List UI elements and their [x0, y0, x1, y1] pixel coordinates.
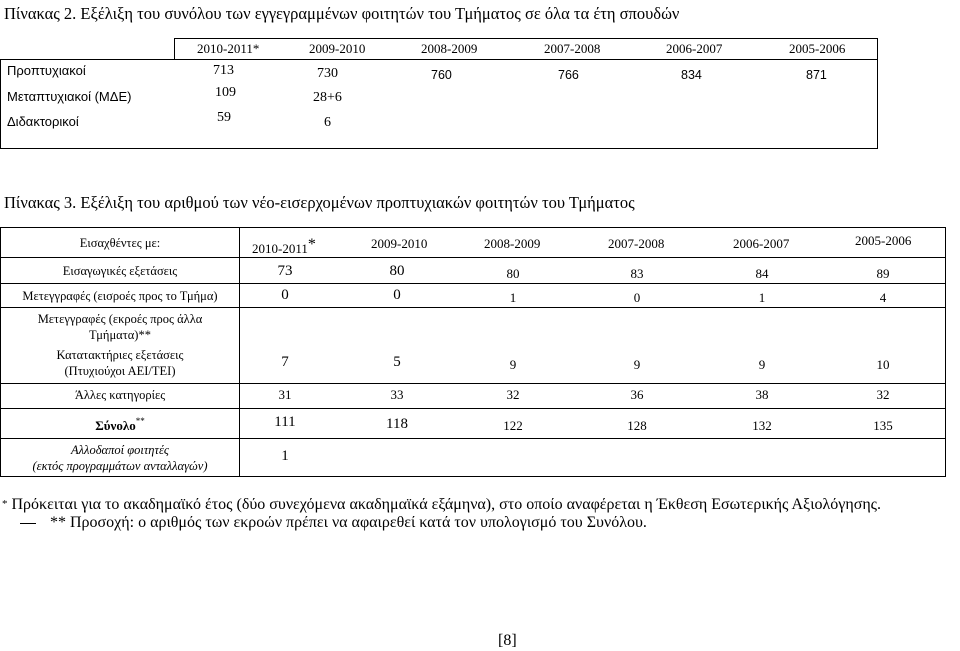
- table2-cell: 28+6: [313, 90, 342, 105]
- table2-cell: 766: [558, 68, 579, 82]
- table3-cell: 9: [758, 357, 766, 372]
- table2-cell: 730: [317, 66, 338, 81]
- table3-cell: 83: [630, 266, 644, 281]
- footnote-2: ** Προσοχή: ο αριθμός των εκροών πρέπει να αφαιρεθεί κατά τον υπολογισμό του Συνόλου.: [20, 514, 647, 532]
- table3-cell: 0: [281, 287, 289, 303]
- table3-header-cell: 2005-2006: [855, 233, 912, 248]
- table2-body: [0, 59, 878, 149]
- table3-cell: 80: [389, 263, 405, 279]
- table3: [0, 227, 946, 477]
- table3-cell: 73: [277, 263, 293, 279]
- table3-cell: 135: [873, 418, 893, 433]
- table3-cell: 9: [633, 357, 641, 372]
- table2-header-cell: 2005-2006: [789, 41, 846, 56]
- table3-row-label: Αλλοδαποί φοιτητές (εκτός προγραμμάτων ανταλλαγών): [32, 443, 208, 473]
- table2-caption: Πίνακας 2. Εξέλιξη του συνόλου των εγγεγραμμένων φοιτητών του Τμήματος σε όλα τα έτη σπουδών: [4, 4, 680, 23]
- table3-row-label: Άλλες κατηγορίες: [74, 388, 166, 402]
- table3-cell: 5: [393, 354, 401, 370]
- table2-cell: 871: [806, 68, 827, 82]
- table3-header-cell: 2009-2010: [371, 236, 428, 251]
- table2-header-cell: 2007-2008: [544, 41, 601, 56]
- table3-cell: 9: [509, 357, 517, 372]
- table2-row-label: Προπτυχιακοί: [7, 63, 86, 78]
- table3-cell: 128: [627, 418, 647, 433]
- table3-cell: 38: [755, 387, 769, 402]
- table3-cell: 33: [390, 387, 404, 402]
- table2-cell: 760: [431, 68, 452, 82]
- table3-row-label: Μετεγγραφές (εκροές προς άλλα Τμήματα)**: [37, 312, 203, 342]
- table3-row-label: Μετεγγραφές (εισροές προς το Τμήμα): [22, 289, 218, 303]
- table3-rule: [1, 438, 945, 439]
- table3-cell: 32: [876, 387, 890, 402]
- page-number: [8]: [498, 632, 517, 649]
- table2-cell: 6: [324, 115, 331, 130]
- footnote-1: * Πρόκειται για το ακαδημαϊκό έτος (δύο συνεχόμενα ακαδημαϊκά εξάμηνα), στο οποίο αναφέρεται η Έκθεση Εσωτερικής Αξιολόγησης.: [2, 496, 882, 513]
- table2-header-row: [174, 38, 878, 60]
- table2-cell: 834: [681, 68, 702, 82]
- table3-cell: 80: [506, 266, 520, 281]
- table2-cell: 713: [213, 63, 234, 78]
- table3-rule: [1, 307, 945, 308]
- table3-row-label: Κατατακτήριες εξετάσεις (Πτυχιούχοι ΑΕΙ/ΤΕΙ): [56, 348, 184, 378]
- table3-column-divider: [239, 228, 240, 476]
- table3-cell: 118: [386, 416, 408, 432]
- table2-header-cell: 2009-2010: [309, 41, 366, 56]
- table3-header-cell: 2010-2011*: [252, 236, 316, 256]
- footnote-mark: *: [307, 236, 316, 253]
- table3-cell: 4: [879, 290, 887, 305]
- table3-row-label: Εισαγωγικές εξετάσεις: [62, 264, 178, 278]
- table3-rule: [1, 383, 945, 384]
- table3-cell: 122: [503, 418, 523, 433]
- table3-total-label: Σύνολο**: [95, 416, 145, 433]
- table3-cell: 1: [281, 448, 289, 464]
- table2-header-cell: 2010-2011*: [197, 41, 260, 56]
- table2-header-cell: 2006-2007: [666, 41, 723, 56]
- table3-cell: 32: [506, 387, 520, 402]
- table3-header-cell: 2007-2008: [608, 236, 665, 251]
- table3-rule: [1, 283, 945, 284]
- table3-cell: 10: [876, 357, 890, 372]
- table3-cell: 132: [752, 418, 772, 433]
- table3-cell: 36: [630, 387, 644, 402]
- footnote-mark: **: [135, 416, 145, 426]
- table3-rule: [1, 408, 945, 409]
- table2-row-label: Διδακτορικοί: [7, 114, 79, 129]
- table3-cell: 1: [509, 290, 517, 305]
- table3-cell: 89: [876, 266, 890, 281]
- table2-header-cell: 2008-2009: [421, 41, 478, 56]
- table2-cell: 109: [215, 85, 236, 100]
- table2-cell: 59: [217, 110, 231, 125]
- table3-header-cell: 2006-2007: [733, 236, 790, 251]
- dash-mark: [20, 523, 36, 524]
- table2-row-label: Μεταπτυχιακοί (ΜΔΕ): [7, 89, 132, 104]
- table3-cell: 7: [281, 354, 289, 370]
- table3-cell: 111: [274, 414, 296, 430]
- table3-caption: Πίνακας 3. Εξέλιξη του αριθμού των νέο-εισερχομένων προπτυχιακών φοιτητών του Τμήματος: [4, 193, 635, 212]
- table3-cell: 31: [278, 387, 292, 402]
- table3-cell: 0: [633, 290, 641, 305]
- table3-cell: 1: [758, 290, 766, 305]
- footnote-mark: *: [2, 498, 8, 510]
- table3-header-label: Εισαχθέντες με:: [79, 236, 161, 250]
- table3-rule: [1, 257, 945, 258]
- table3-header-cell: 2008-2009: [484, 236, 541, 251]
- table3-cell: 84: [755, 266, 769, 281]
- table3-cell: 0: [393, 287, 401, 303]
